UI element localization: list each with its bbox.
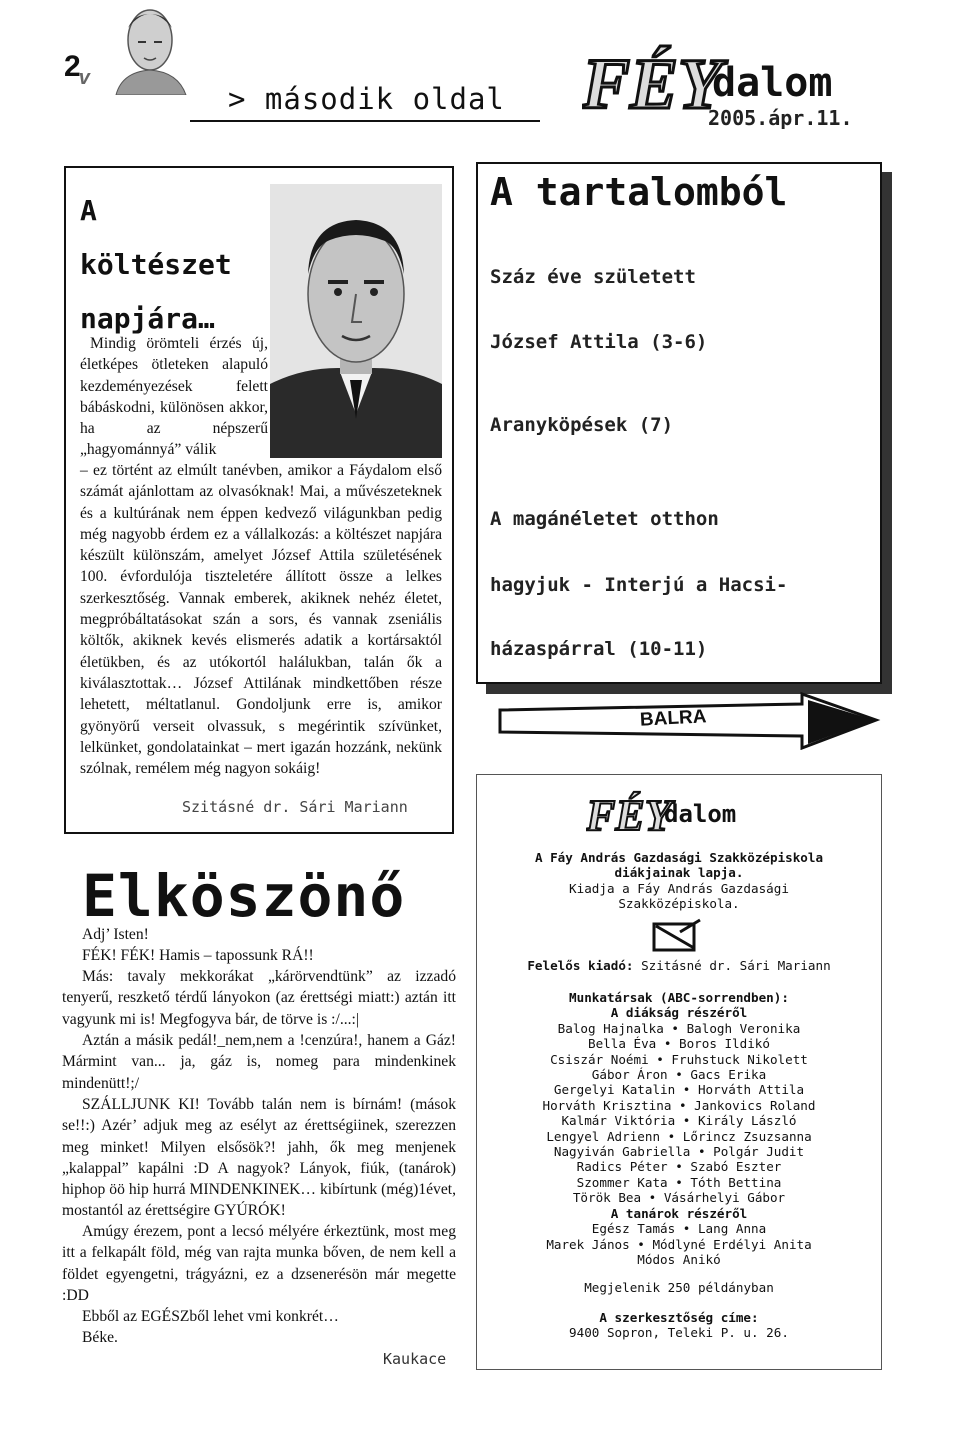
header-rule	[190, 120, 540, 122]
staff-name: Kalmár Viktória • Király László	[561, 1113, 797, 1129]
farewell-paragraph: Ebből az EGÉSZből lehet vmi konkrét…	[82, 1308, 339, 1325]
farewell-paragraph: SZÁLLJUNK KI! Tovább talán nem is bírnám! (mások se!!:) Azér’ adjuk meg az esélyt az érettségiinek, szerezzen meg minket! Milyen elsősök?! jahh, ők meg menjenek „kalappal” kapálni :D A nagyok? Lányok, fiúk, (tanárok) hiphop öö hip hurrá MINDENKINEK… kibírtunk (még)1évet, mostantól az érettségire GYÚRÓK!	[62, 1096, 456, 1220]
staff-name: Módos Anikó	[637, 1251, 721, 1267]
contents-line: házaspárral (10-11)	[490, 638, 708, 660]
imprint-print-run: Megjelenik 250 példányban	[584, 1280, 774, 1295]
issue-date: 2005.ápr.11.	[708, 106, 853, 130]
svg-text:FÉY: FÉY	[586, 791, 672, 840]
staff-name: Nagyiván Gabriella • Polgár Judit	[553, 1144, 805, 1160]
pen-signature-icon	[650, 918, 702, 954]
poetry-body-text: – ez történt az elmúlt tanévben, amikor a Fáydalom első számát ajánlottam az olvasóknak! Mai, a művészeteknek és a kultúrának nem éppen kedvező világunkban pedig még nagyobb érdem ez a vállalkozás: a költészet napjára készült különszám, amelyet József Attila születésének 100. évfordulója tiszteletére állított össze a lelkes szerkesztőség. Vannak emberek, akiknek nehéz életet, megpróbáltatásokat szán a sors, és vannak zseniális költők, akiknek kevés elismerés adatik a kortársaktól életükben, és az utókortól halálukban, talán ők a kiválasztottak… József Attilának mindkettőben része lehetett, méltatlanul. Gondoljunk erre is, amikor gyönyörű verseit olvassuk, s megérintik szívünket, lelkünket, gondolatainkat – mert igazán hozzánk, nekünk szólnak, remélem még nagyon sokáig!	[80, 462, 442, 778]
staff-name: Radics Péter • Szabó Eszter	[576, 1159, 782, 1175]
imprint-logo	[586, 784, 772, 840]
imprint-address: A szerkesztőség címe: 9400 Sopron, Teleki P. u. 26.	[569, 1310, 789, 1341]
farewell-title: Elköszönő	[82, 862, 406, 930]
imprint-responsible: Felelős kiadó: Szitásné dr. Sári Mariann	[527, 958, 831, 973]
farewell-signature: Kaukace	[383, 1350, 447, 1368]
page-number: $2_v$	[64, 50, 90, 89]
staff-name: Marek János • Módlyné Erdélyi Anita	[546, 1236, 812, 1252]
contents-line: József Attila (3-6)	[490, 331, 708, 353]
logo-text-b: dalom	[712, 60, 833, 106]
farewell-paragraph: FÉK! FÉK! Hamis – tapossunk RÁ!!	[82, 947, 314, 964]
contents-title: A tartalomból	[490, 170, 788, 214]
poetry-signature: Szitásné dr. Sári Mariann	[182, 798, 408, 816]
farewell-paragraph: Béke.	[82, 1329, 118, 1346]
contents-line: Száz éve született	[490, 266, 696, 288]
logo-text-a: FÉY	[582, 44, 723, 124]
staff-name: Lengyel Adrienn • Lőrincz Zsuzsanna	[546, 1128, 812, 1144]
contents-line: A magánéletet otthon	[490, 508, 719, 530]
staff-name: Balog Hajnalka • Balogh Veronika	[557, 1020, 801, 1036]
staff-name: Bella Éva • Boros Ildikó	[588, 1036, 770, 1052]
imprint-school: A Fáy András Gazdasági Szakközépiskola diákjainak lapja. Kiadja a Fáy András Gazdasági Szakközépiskola.	[534, 850, 824, 912]
farewell-paragraph: Adj’ Isten!	[82, 926, 149, 943]
imprint-staff: Munkatársak (ABC-sorrendben): A diákság részéről Balog Hajnalka • Balogh Veronika Bella Éva • Boros Ildikó Csiszár Noémi • Fruhstuck Nikolett Gábor Áron • Gacs Erika Gergelyi Katalin • Horváth Attila Horváth Krisztina • Jankovics Roland Kalmár Viktória • Király László Lengyel Adrienn • Lőrincz Zsuzsanna Nagyiván Gabriella • Polgár Judit Radics Péter • Szabó Eszter Szommer Kata • Tóth Bettina Török Bea • Vásárhelyi Gábor A tanárok részéről Egész Tamás • Lang Anna Marek János • Módlyné Erdélyi Anita Módos Anikó	[542, 990, 816, 1267]
farewell-paragraph: Aztán a másik pedál!_nem,nem a !cenzúra!, hanem a Gáz! Mármint van... ja, gáz is, nomeg para mindenkinek mindenütt!;/	[62, 1032, 456, 1092]
contents-line: Aranyköpések (7)	[490, 414, 674, 436]
poetry-intro-text: Mindig örömteli érzés új, életképes ötleteken alapuló kezdeményezések felett bábáskodni, különösen akkor, ha az népszerű „hagyománnyá” válik	[80, 335, 268, 459]
staff-name: Csiszár Noémi • Fruhstuck Nikolett	[550, 1051, 808, 1067]
section-title: > második oldal	[228, 82, 505, 116]
farewell-paragraph: Más: tavaly mekkorákat „kárörvendtünk” az izzadó tenyerű, reszkető térdű lányokon (az érettségi miatt:) aztán itt vagyunk mi is! Megfogyva bár, de törve is :/...:|	[62, 968, 456, 1028]
svg-text:dalom: dalom	[664, 800, 737, 828]
portrait-thumbnail	[108, 0, 190, 95]
staff-name: Egész Tamás • Lang Anna	[591, 1221, 767, 1237]
contents-line: hagyjuk - Interjú a Hacsi-	[490, 574, 788, 596]
staff-name: Horváth Krisztina • Jankovics Roland	[542, 1097, 816, 1113]
attila-jozsef-portrait	[270, 184, 442, 458]
staff-name: Gábor Áron • Gacs Erika	[591, 1067, 767, 1083]
arrow-label: BALRA	[639, 706, 707, 731]
farewell-paragraph: Amúgy érezem, pont a lecsó mélyére érkeztünk, most meg itt a felkapált föld, még van rajta munka bőven, de nem kell a földet egyengetni, trágyázni, ez a dzsenerésön már megette :DD	[62, 1223, 456, 1304]
staff-name: Szommer Kata • Tóth Bettina	[576, 1174, 782, 1190]
staff-name: Török Bea • Vásárhelyi Gábor	[572, 1190, 786, 1206]
staff-name: Gergelyi Katalin • Horváth Attila	[553, 1082, 805, 1098]
poetry-day-title: A költészet napjára…	[80, 194, 232, 335]
